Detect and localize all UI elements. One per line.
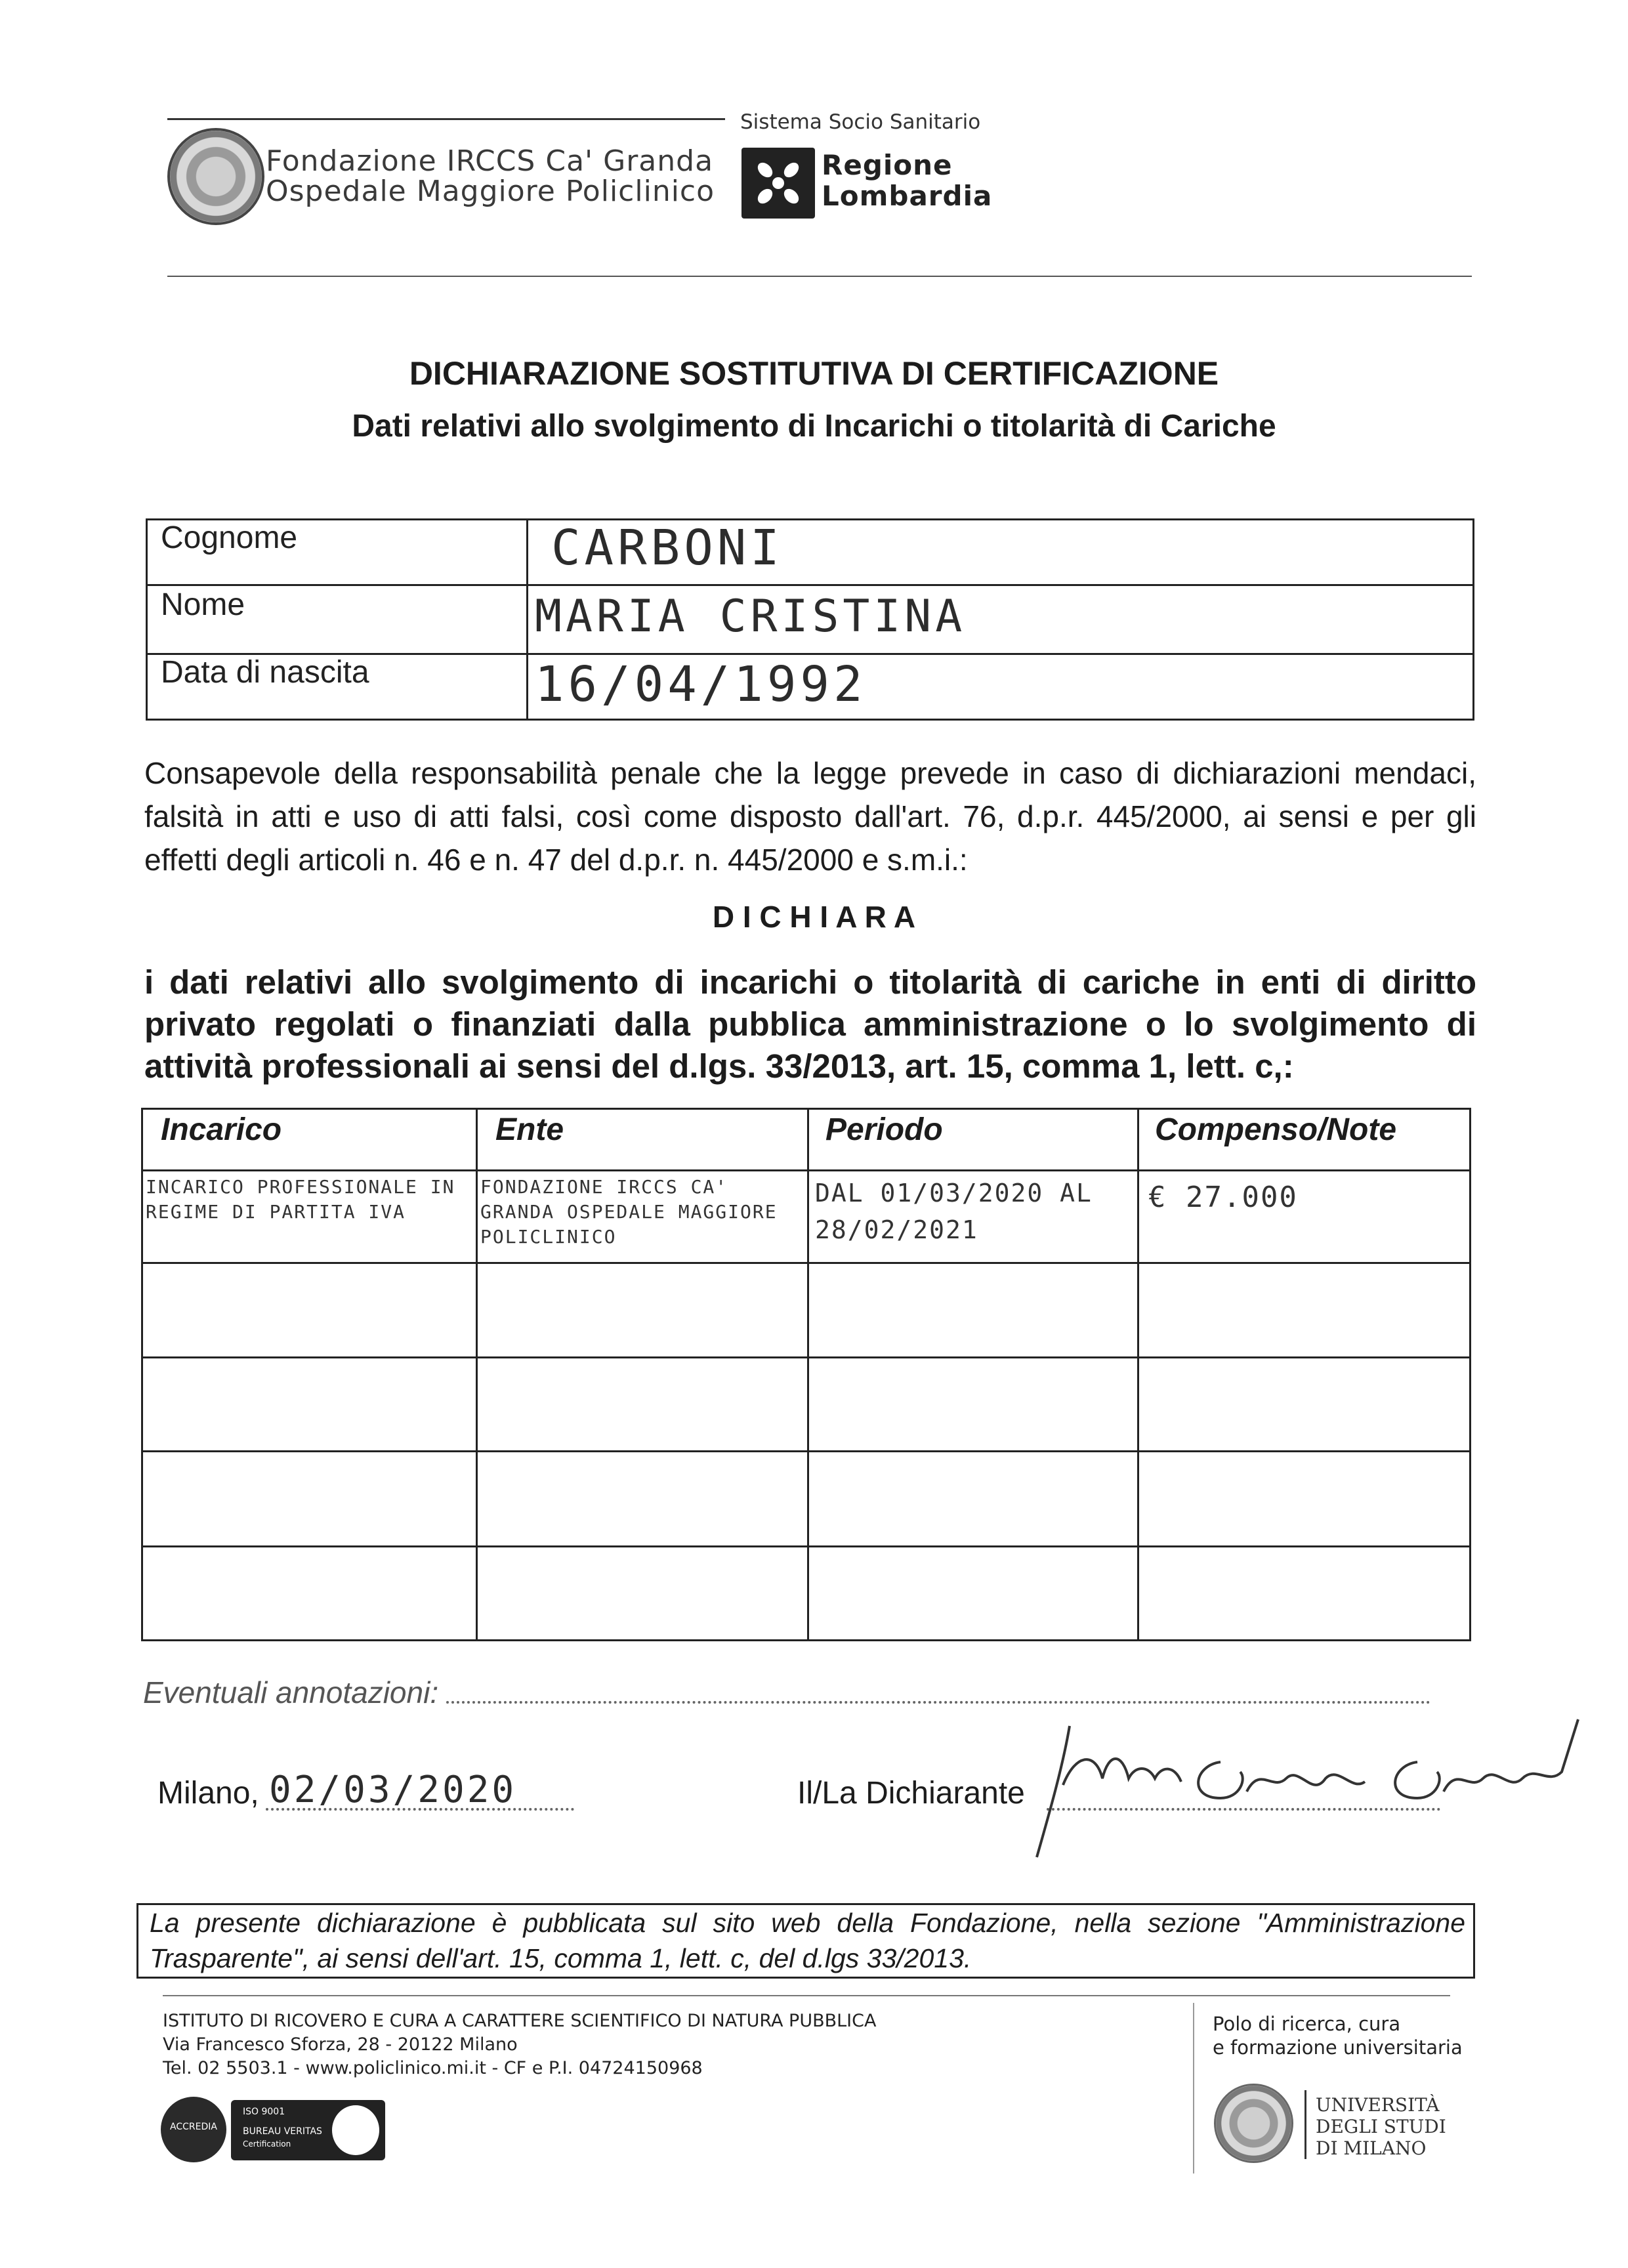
bureau-veritas-logo — [231, 2100, 385, 2160]
nome-value: MARIA CRISTINA — [535, 591, 967, 642]
unimi-line1: UNIVERSITÀ — [1316, 2094, 1440, 2116]
regione-lombardia-logo — [741, 148, 815, 219]
incarichi-col-line — [476, 1108, 478, 1641]
incarichi-row-line — [141, 1356, 1471, 1358]
incarichi-row-line — [141, 1169, 1471, 1171]
unimi-line3: DI MILANO — [1316, 2137, 1427, 2159]
personal-table-divider — [526, 518, 528, 721]
header-compenso: Compenso/Note — [1155, 1112, 1397, 1147]
personal-table-row-line — [146, 584, 1474, 586]
header-periodo: Periodo — [825, 1112, 943, 1147]
regione-label: Regione — [822, 149, 953, 181]
header-ente: Ente — [495, 1112, 564, 1147]
cell-ente: FONDAZIONE IRCCS CA' GRANDA OSPEDALE MAGGIORE POLICLINICO — [480, 1176, 778, 1248]
header-incarico: Incarico — [161, 1112, 282, 1147]
polo-line2: e formazione universitaria — [1213, 2036, 1463, 2059]
fondazione-name-line2: Ospedale Maggiore Policlinico — [266, 175, 715, 208]
footer-vertical-divider — [1193, 2003, 1194, 2174]
annotazioni-dotted-line — [446, 1701, 1430, 1704]
sistema-socio-sanitario: Sistema Socio Sanitario — [740, 110, 981, 134]
luogo-label: Milano, — [157, 1776, 259, 1811]
cognome-value: CARBONI — [551, 520, 783, 576]
header-bottom-rule — [167, 276, 1472, 277]
handwritten-signature-icon — [1024, 1706, 1595, 1877]
accredia-label: ACCREDIA — [170, 2122, 217, 2132]
data-nascita-value: 16/04/1992 — [535, 656, 867, 713]
regione-lombardia-icon — [741, 148, 815, 219]
consapevole-paragraph: Consapevole della responsabilità penale che la legge prevede in caso di dichiarazioni mendaci, falsità in atti e uso di atti falsi, così come disposto dall'art. 76, d.p.r. 445/2000, ai sensi e per gli effetti degli articoli n. 46 e n. 47 del d.p.r. n. 445/2000 e s.m.i.: — [144, 756, 1476, 877]
document-title: DICHIARAZIONE SOSTITUTIVA DI CERTIFICAZIONE — [409, 355, 1219, 392]
dichiarante-signature — [1024, 1706, 1595, 1877]
incarichi-row-line — [141, 1262, 1471, 1264]
polo-line1: Polo di ricerca, cura — [1213, 2013, 1401, 2035]
cert-bv-sub-label: Certification — [243, 2139, 291, 2149]
incarichi-row-line — [141, 1450, 1471, 1452]
footer-istituto: ISTITUTO DI RICOVERO E CURA A CARATTERE SCIENTIFICO DI NATURA PUBBLICA — [163, 2011, 877, 2031]
fondazione-name-line1: Fondazione IRCCS Ca' Granda — [266, 144, 714, 178]
annotazioni-label: Eventuali annotazioni: — [143, 1675, 439, 1710]
accredia-logo — [161, 2097, 226, 2162]
cert-iso-label: ISO 9001 — [243, 2107, 285, 2117]
lombardia-label: Lombardia — [822, 180, 993, 212]
dichiarante-label: Il/La Dichiarante — [797, 1776, 1025, 1811]
dichiara-heading: D I C H I A R A — [712, 900, 916, 934]
document-subtitle: Dati relativi allo svolgimento di Incarichi o titolarità di Cariche — [352, 409, 1276, 444]
cell-compenso: € 27.000 — [1148, 1181, 1298, 1214]
data-firma-value: 02/03/2020 — [269, 1769, 517, 1811]
footer-contatti: Tel. 02 5503.1 - www.policlinico.mi.it - CF e P.I. 04724150968 — [163, 2058, 703, 2078]
unimi-divider — [1304, 2090, 1306, 2159]
bv-seal-icon — [329, 2103, 382, 2158]
unimi-seal-logo — [1214, 2084, 1293, 2163]
pubblicazione-note: La presente dichiarazione è pubblicata sul sito web della Fondazione, nella sezione "Amministrazione Trasparente", ai sensi dell'art. 15, comma 1, lett. c, del d.lgs 33/2013. — [150, 1908, 1465, 1973]
footer-indirizzo: Via Francesco Sforza, 28 - 20122 Milano — [163, 2034, 518, 2055]
cell-incarico: INCARICO PROFESSIONALE IN REGIME DI PARTITA IVA — [146, 1176, 455, 1223]
incarichi-col-line — [1137, 1108, 1139, 1641]
cert-bv-label: BUREAU VERITAS — [243, 2126, 322, 2137]
dichiara-statement: i dati relativi allo svolgimento di incarichi o titolarità di cariche in enti di diritto privato regolati o finanziati dalla pubblica amministrazione o lo svolgimento di attività professionali ai sensi del d.lgs. 33/2013, art. 15, comma 1, lett. c,: — [144, 963, 1476, 1085]
nome-label: Nome — [161, 587, 245, 622]
cognome-label: Cognome — [161, 520, 298, 555]
incarichi-row-line — [141, 1545, 1471, 1547]
footer-rule — [163, 1995, 1450, 1996]
header-top-rule — [167, 118, 725, 120]
data-dotted-line — [266, 1808, 574, 1811]
fondazione-seal-logo — [167, 128, 264, 225]
unimi-line2: DEGLI STUDI — [1316, 2116, 1446, 2137]
cell-periodo: DAL 01/03/2020 AL 28/02/2021 — [815, 1179, 1093, 1244]
data-nascita-label: Data di nascita — [161, 655, 369, 690]
incarichi-col-line — [807, 1108, 809, 1641]
